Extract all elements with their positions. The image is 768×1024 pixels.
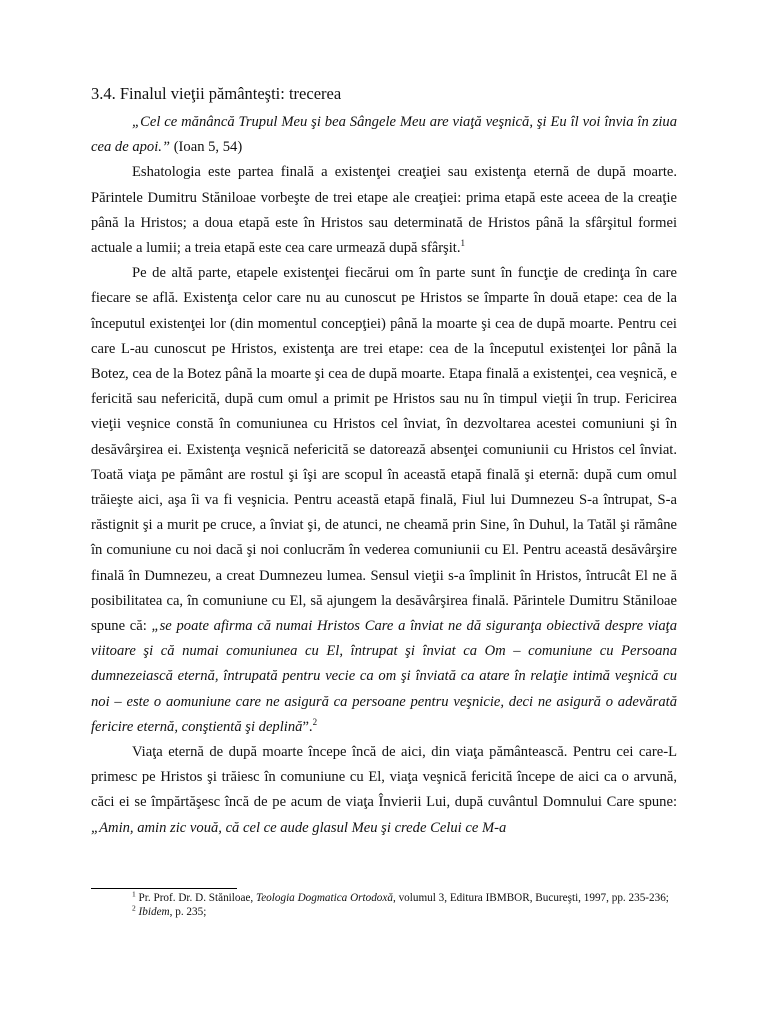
paragraph-2-text: Pe de altă parte, etapele existenţei fiecărui om în parte sunt în funcţie de credinţa în care fiecare se află. Existenţa celor care nu au cunoscut pe Hristos se împarte în două etape: cea de la începutul existenţei lor (din momentul concepţiei) până la moarte şi cea de după moarte. Pentru cei care L-au cunoscut pe Hristos, existenţa are trei etape: cea de la începutul existenţei lor până la Botez, cea de la Botez până la moarte şi cea de după moarte. Etapa finală a existenţei, cea veşnică, e fericită sau nefericită, după cum omul a primit pe Hristos sau nu în timpul vieţii în trup. Fericirea vieţii veşnice constă în comuniunea cu Hristos cel înviat, în dezvoltarea acestei comuniuni şi în desăvârşirea ei. Existenţa veşnică nefericită se datorează absenţei comuniunii cu Hristos cel înviat. Toată viaţa pe pământ are rostul şi îşi are scopul în această etapă finală şi eternă: după cum omul trăieşte aici, aşa îi va fi veşnicia. Pentru această etapă finală, Fiul lui Dumnezeu S-a întrupat, S-a răstignit şi a murit pe cruce, a înviat şi, de atunci, ne cheamă prin Sine, în Duhul, la Tatăl şi rămâne în comuniune cu noi dacă şi noi conlucrăm în vederea comuniunii cu El. Pentru această desăvârşire finală în Dumnezeu, a creat Dumnezeu lumea. Sensul vieţii s-a împlinit în Hristos, întrucât El ne ă posibilitatea ca, în comuniune cu El, să ajungem la desăvârşirea finală. Părintele Dumitru Stăniloae spune că:	[91, 265, 677, 635]
footnote-1	[91, 891, 677, 905]
epigraph-reference: (Ioan 5, 54)	[170, 139, 243, 156]
paragraph-3	[91, 740, 677, 841]
footnote-2-title: Ibidem	[138, 906, 170, 918]
page-body	[91, 82, 677, 841]
footnotes	[91, 888, 677, 919]
paragraph-1-text: Eshatologia este partea finală a existenţei creaţiei sau existenţa eternă de după moarte. Părintele Dumitru Stăniloae vorbeşte de trei etape ale creaţiei: prima etapă este aceea de la creaţie până la Hristos; a doua etapă este în Hristos sau determinată de Hristos până la sfârşitul formei actuale a lumii; a treia etapă este cea care urmează după sfârşit.	[91, 164, 677, 257]
footnote-1-title: Teologia Dogmatica Ortodoxă	[256, 892, 393, 904]
footnote-ref-2[interactable]: 2	[312, 717, 318, 728]
footnote-2-post: , p. 235;	[169, 906, 207, 918]
paragraph-2	[91, 261, 677, 740]
paragraph-3-quote: „Amin, amin zic vouă, că cel ce aude glasul Meu şi crede Celui ce M-a	[91, 819, 507, 836]
footnote-2	[91, 905, 677, 919]
footnote-separator	[91, 888, 237, 889]
footnote-1-pre: Pr. Prof. Dr. D. Stăniloae,	[135, 892, 257, 904]
paragraph-1	[91, 160, 677, 261]
epigraph	[91, 110, 677, 160]
paragraph-2-quote-close: ”.	[302, 718, 313, 735]
footnote-ref-1[interactable]: 1	[460, 238, 465, 249]
epigraph-quote: „Cel ce mănâncă Trupul Meu şi bea Sângele Meu are viaţă veşnică, şi Eu îl voi învia în ziua cea de apoi.”	[91, 114, 677, 156]
paragraph-3-text: Viaţa eternă de după moarte începe încă de aici, din viaţa pământească. Pentru cei care-L primesc pe Hristos şi trăiesc în comuniune cu El, viaţa veşnică fericită începe de aici ca o arvună, căci ei se împărtăşesc încă de pe acum de viaţa Învierii Lui, după cuvântul Domnului Care spune:	[91, 744, 677, 811]
section-heading: 3.4. Finalul vieţii pământeşti: trecerea	[91, 84, 342, 103]
paragraph-2-quote: „se poate afirma că numai Hristos Care a înviat ne dă siguranţa obiectivă despre viaţa viitoare şi că numai comuniunea cu El, întrupat şi înviat ca Om – comuniune cu Persoana dumnezeiască eternă, întrupată pentru vecie ca om şi înviată ca atare în relaţie intimă veşnică cu noi – este o aomuniune care ne asigură ca persoane pentru veşnicie, deci ne asigură o adevărată fericire eternă, conştientă şi deplină	[91, 618, 678, 735]
footnote-1-number: 1	[132, 889, 136, 899]
footnote-2-number: 2	[132, 903, 136, 913]
footnote-1-post: , volumul 3, Editura IBMBOR, Bucureşti, 1997, pp. 235-236;	[392, 892, 669, 904]
